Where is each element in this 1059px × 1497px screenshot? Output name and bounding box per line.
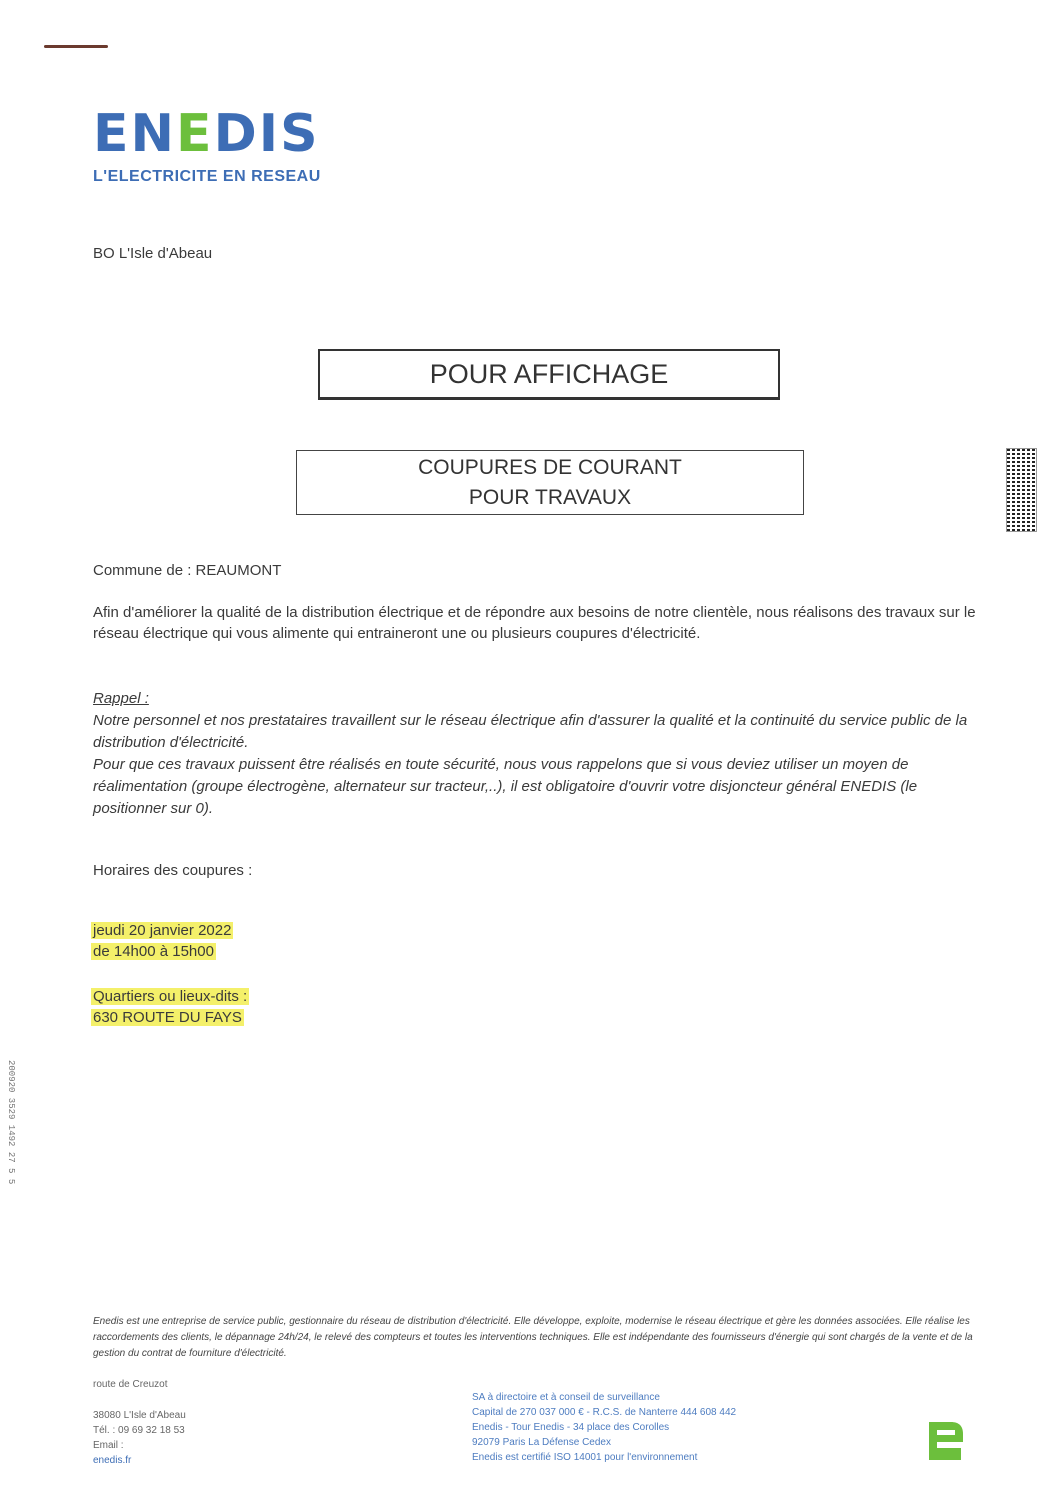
rappel-paragraph-2: Pour que ces travaux puissent être réalisés en toute sécurité, nous vous rappelons que si vous deviez utiliser un moyen de réalimentation (groupe électrogène, alternateur sur tracteur,..), il est obligatoire d'ouvrir votre disjoncteur général ENEDIS (le positionner sur 0). — [93, 756, 918, 817]
scan-mark — [44, 45, 108, 48]
subtitle-line-2: POUR TRAVAUX — [468, 485, 632, 509]
enedis-e-icon — [921, 1418, 967, 1464]
logo-wordmark: ENEDIS — [93, 104, 320, 164]
footer-company-line-2: Capital de 270 037 000 € - R.C.S. de Nanterre 444 608 442 — [472, 1407, 737, 1418]
footer-company-line-5: Enedis est certifié ISO 14001 pour l'environnement — [472, 1452, 698, 1463]
footer-company-line-1: SA à directoire et à conseil de surveillance — [472, 1392, 660, 1403]
places-label: Quartiers ou lieux-dits : — [93, 988, 248, 1005]
footer-company-line-3: Enedis - Tour Enedis - 34 place des Corolles — [472, 1422, 670, 1433]
rappel-paragraph-1: Notre personnel et nos prestataires travaillent sur le réseau électrique afin d'assurer la qualité et la continuité du service public de la distribution d'électricité. — [93, 712, 968, 751]
rappel-section — [93, 688, 983, 820]
footer-company-line-4: 92079 Paris La Défense Cedex — [472, 1437, 611, 1448]
office-name: BO L'Isle d'Abeau — [93, 245, 213, 262]
footer-company-info — [472, 1390, 736, 1465]
logo-tagline: L'ELECTRICITE EN RESEAU — [93, 168, 321, 185]
qr-code — [1006, 448, 1037, 532]
footer-email: Email : — [93, 1440, 124, 1451]
places-block — [91, 986, 249, 1028]
footer-city: 38080 L'Isle d'Abeau — [93, 1410, 186, 1421]
place-value: 630 ROUTE DU FAYS — [93, 1009, 242, 1026]
page-title: POUR AFFICHAGE — [318, 349, 780, 400]
commune-line: Commune de : REAUMONT — [93, 562, 282, 579]
subtitle-line-1: COUPURES DE COURANT — [418, 455, 682, 479]
footer-tel: Tél. : 09 69 32 18 53 — [93, 1425, 185, 1436]
footer-street: route de Creuzot — [93, 1379, 168, 1390]
legal-notice: Enedis est une entreprise de service public, gestionnaire du réseau de distribution d'électricité. Elle développe, exploite, modernise le réseau électrique et gère les données associées. Elle réalise les raccordements des clients, le dépannage 24h/24, le relevé des compteurs et toutes les interventions techniques. Elle est indépendante des fournisseurs d'énergie qui sont chargés de la vente et de la gestion du contrat de fourniture d'électricité. — [93, 1316, 973, 1359]
enedis-logo — [93, 104, 321, 186]
rappel-heading: Rappel : — [93, 690, 149, 707]
schedule-date-block — [91, 920, 233, 962]
schedule-date: jeudi 20 janvier 2022 — [93, 922, 232, 939]
schedule-time: de 14h00 à 15h00 — [93, 943, 214, 960]
intro-paragraph: Afin d'améliorer la qualité de la distribution électrique et de répondre aux besoins de notre clientèle, nous réalisons des travaux sur le réseau électrique qui vous alimente qui entraineront une ou plusieurs coupures d'électricité. — [93, 604, 976, 642]
footer-website-link[interactable]: enedis.fr — [93, 1455, 132, 1466]
subtitle-box — [296, 450, 804, 515]
side-scan-code: 200920 3529 1492 27 5 5 — [6, 1060, 16, 1185]
schedule-label: Horaires des coupures : — [93, 862, 253, 879]
